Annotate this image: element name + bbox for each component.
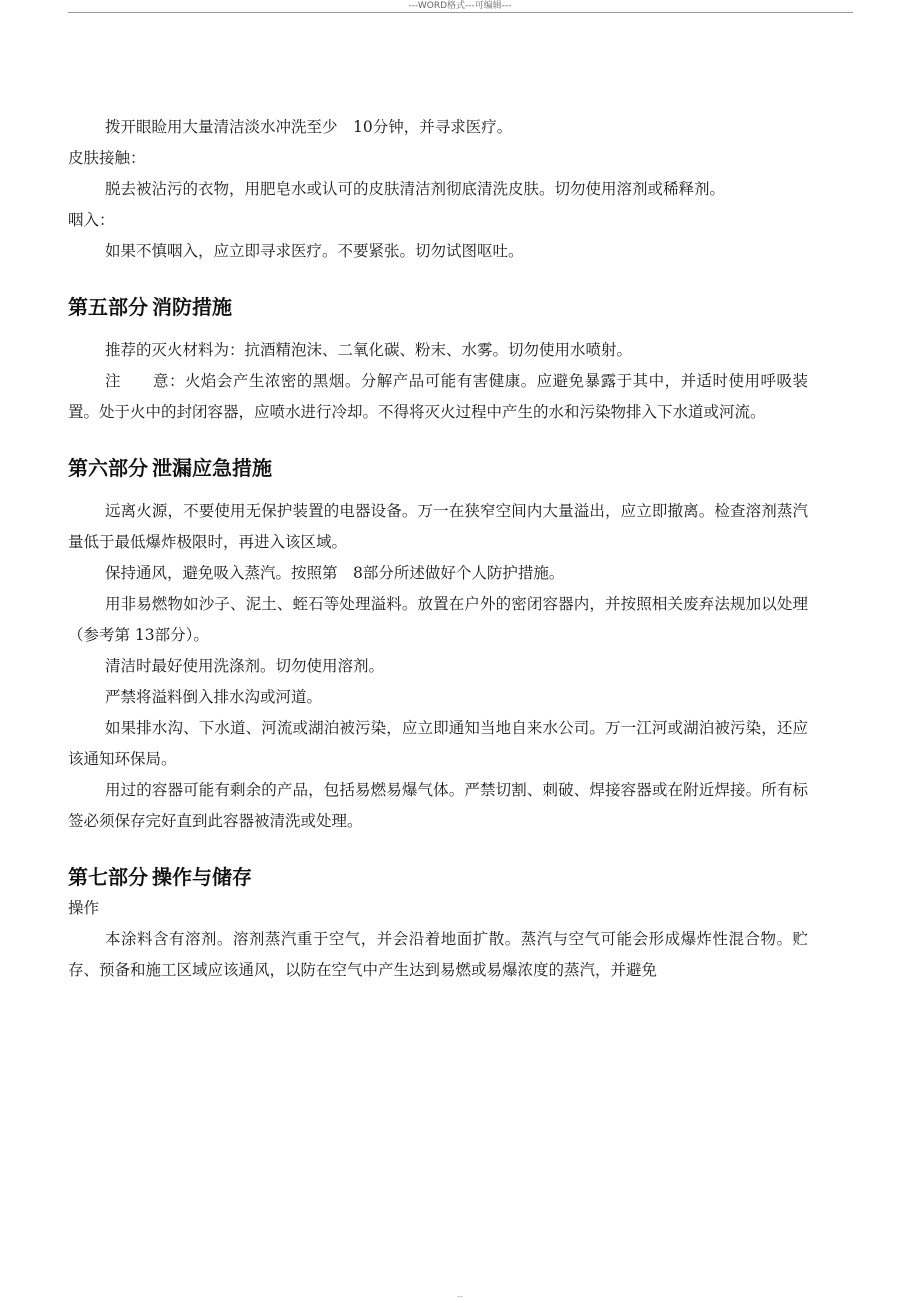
section-6-paragraph: 用过的容器可能有剩余的产品，包括易燃易爆气体。严禁切割、刺破、焊接容器或在附近焊接。所有标签必须保存完好直到此容器被清洗或处理。 bbox=[68, 781, 808, 830]
skin-contact-instruction: 脱去被沾污的衣物，用肥皂水或认可的皮肤清洁剂彻底清洗皮肤。切勿使用溶剂或稀释剂。 bbox=[105, 180, 726, 198]
section-7-name: 操作与储存 bbox=[152, 865, 252, 889]
section-7-title bbox=[68, 861, 808, 893]
section-6-paragraph: 用非易燃物如沙子、泥土、蛭石等处理溢料。放置在户外的密闭容器内，并按照相关废弃法规加以处理（参考第 13部分）。 bbox=[68, 595, 808, 644]
page-footer: -- bbox=[457, 1292, 463, 1301]
page-header: ---WORD格式---可编辑--- bbox=[408, 1, 512, 11]
section-6-paragraph: 远离火源，不要使用无保护装置的电器设备。万一在狭窄空间内大量溢出，应立即撤离。检查溶剂蒸汽量低于最低爆炸极限时，再进入该区域。 bbox=[68, 502, 808, 551]
section-7-label: 第七部分 bbox=[68, 865, 148, 889]
skin-contact-heading: 皮肤接触： bbox=[68, 149, 146, 167]
section-5-paragraph: 注 意：火焰会产生浓密的黑烟。分解产品可能有害健康。应避免暴露于其中，并适时使用呼吸装置。处于火中的封闭容器，应喷水进行冷却。不得将灭火过程中产生的水和污染物排入下水道或河流。 bbox=[68, 372, 808, 421]
document-body bbox=[68, 112, 808, 986]
section-6-paragraph: 如果排水沟、下水道、河流或湖泊被污染，应立即通知当地自来水公司。万一江河或湖泊被污染，还应该通知环保局。 bbox=[68, 719, 808, 768]
section-6-paragraph: 严禁将溢料倒入排水沟或河道。 bbox=[105, 688, 323, 706]
section-6-paragraph: 保持通风，避免吸入蒸汽。按照第 8部分所述做好个人防护措施。 bbox=[105, 564, 565, 582]
section-6-paragraph: 清洁时最好使用洗涤剂。切勿使用溶剂。 bbox=[105, 657, 385, 675]
section-5-title bbox=[68, 291, 808, 323]
section-5-name: 消防措施 bbox=[152, 295, 232, 319]
ingestion-instruction: 如果不慎咽入，应立即寻求医疗。不要紧张。切勿试图呕吐。 bbox=[105, 242, 524, 260]
eye-contact-instruction: 拨开眼睑用大量清洁淡水冲洗至少 10分钟，并寻求医疗。 bbox=[105, 118, 513, 136]
section-6-title bbox=[68, 452, 808, 484]
section-7-paragraph: 本涂料含有溶剂。溶剂蒸汽重于空气，并会沿着地面扩散。蒸汽与空气可能会形成爆炸性混合物。贮存、预备和施工区域应该通风，以防在空气中产生达到易燃或易爆浓度的蒸汽，并避免 bbox=[68, 930, 808, 979]
ingestion-heading: 咽入： bbox=[68, 211, 115, 229]
section-7-subheading: 操作 bbox=[68, 899, 100, 917]
section-6-label: 第六部分 bbox=[68, 456, 148, 480]
section-5-label: 第五部分 bbox=[68, 295, 148, 319]
section-6-name: 泄漏应急措施 bbox=[152, 456, 272, 480]
header-rule bbox=[68, 12, 853, 13]
section-5-paragraph: 推荐的灭火材料为：抗酒精泡沫、二氧化碳、粉末、水雾。切勿使用水喷射。 bbox=[105, 341, 633, 359]
